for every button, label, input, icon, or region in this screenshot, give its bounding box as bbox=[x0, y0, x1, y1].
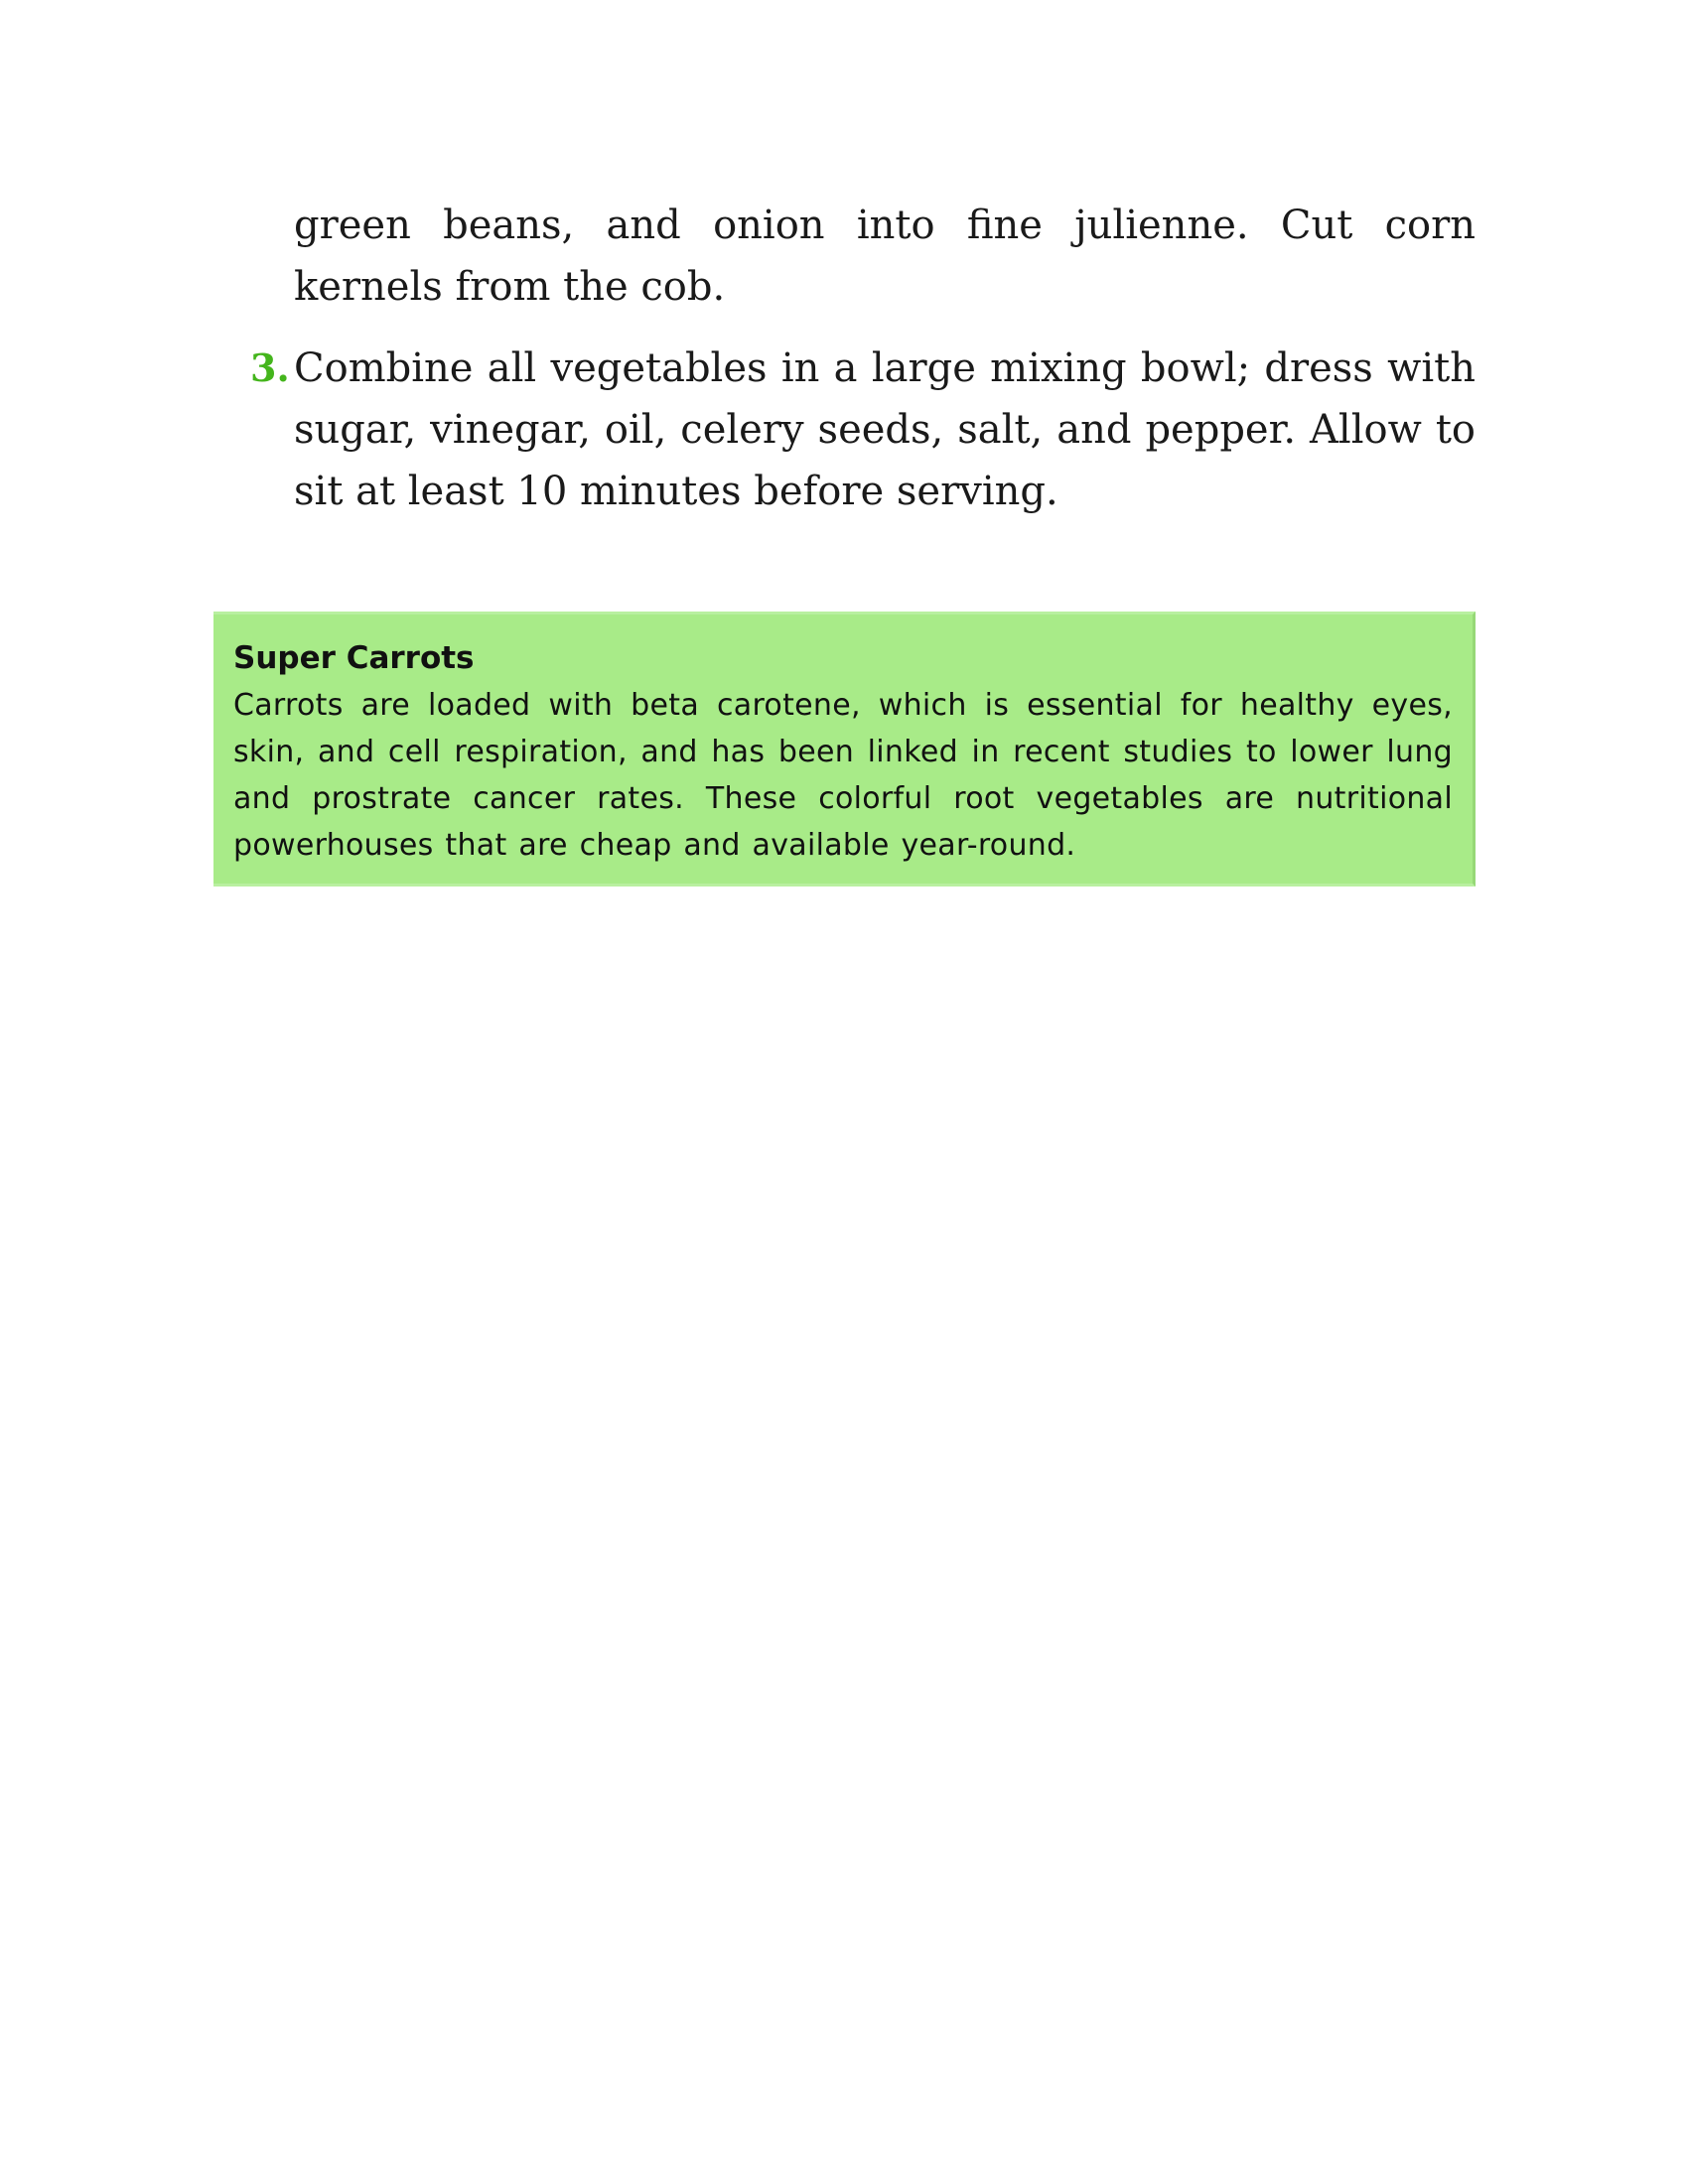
sidebar-title: Super Carrots bbox=[233, 640, 475, 676]
step-text: Combine all vegetables in a large mixing bowl; dress with sugar, vinegar, oil, celery seeds, salt, and pepper. Allow to sit at least 10 minutes before serving. bbox=[294, 345, 1476, 514]
sidebar-body: Carrots are loaded with beta carotene, which is essential for healthy eyes, skin, and cell respiration, and has been linked in recent studies to lower lung and prostrate cancer rates. These colorful root vegetables are nutritional powerhouses that are cheap and available year-round. bbox=[233, 688, 1453, 863]
recipe-step-3 bbox=[250, 338, 1476, 522]
recipe-steps bbox=[250, 195, 1476, 522]
step-number: 3. bbox=[250, 345, 290, 390]
tip-sidebar-box bbox=[213, 612, 1476, 887]
recipe-step-continued bbox=[294, 195, 1476, 318]
step-text: green beans, and onion into fine julienne. Cut corn kernels from the cob. bbox=[294, 203, 1476, 310]
